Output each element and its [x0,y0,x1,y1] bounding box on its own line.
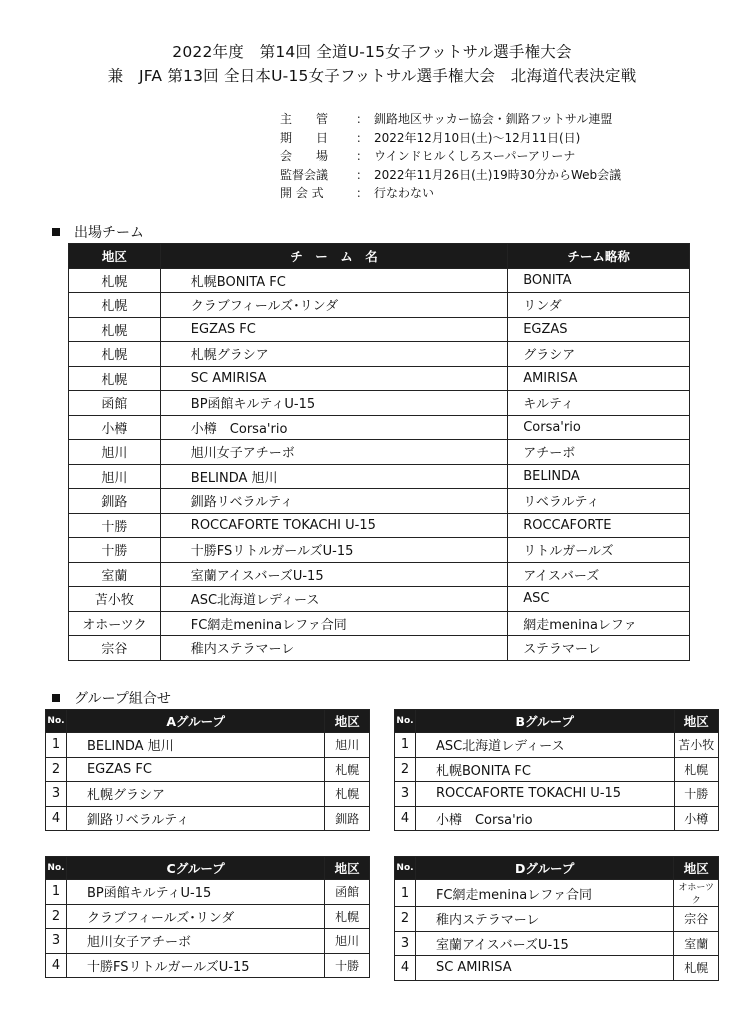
table-row [46,953,370,978]
group-c-table [45,856,370,978]
team-region: 札幌 [69,317,161,342]
header-team-name: チ ー ム 名 [160,244,507,269]
info-colon: ： [356,130,369,145]
team-name: BELINDA 旭川 [160,464,507,489]
group-team-name: 室蘭アイスバーズU-15 [415,931,673,956]
team-region: 十勝 [69,538,161,563]
group-team-name: クラブフィールズ･リンダ [66,904,324,929]
group-row-no: 4 [46,806,67,831]
table-row [69,513,690,538]
table-row [46,733,370,758]
group-team-name: 旭川女子アチーボ [66,929,324,954]
header-region: 地区 [69,244,161,269]
team-name: クラブフィールズ･リンダ [160,293,507,318]
info-colon: ： [356,112,369,126]
group-team-name: 稚内ステラマーレ [415,907,673,932]
team-abbr: BELINDA [508,464,690,489]
event-info [280,110,621,203]
group-header-no: No. [46,857,67,880]
team-name: 旭川女子アチーボ [160,440,507,465]
table-row [69,268,690,293]
info-row [280,147,621,166]
group-header-region: 地区 [674,857,719,880]
team-name: ASC北海道レディース [160,587,507,612]
group-header-name: Cグループ [66,857,324,880]
table-row [395,757,719,782]
group-row-no: 4 [46,953,67,978]
team-region: 札幌 [69,293,161,318]
group-team-name: FC網走meninaレファ合同 [415,880,673,907]
table-row [395,806,719,831]
group-team-region: 十勝 [325,953,370,978]
group-header-no: No. [395,857,416,880]
table-row [395,956,719,981]
group-team-region: 函館 [325,880,370,905]
team-abbr: リトルガールズ [508,538,690,563]
table-row [69,489,690,514]
table-row [69,366,690,391]
group-row-no: 2 [395,907,416,932]
info-row [280,110,621,129]
group-row-no: 1 [395,733,416,758]
team-region: 札幌 [69,268,161,293]
team-name: 釧路リベラルティ [160,489,507,514]
table-row [69,440,690,465]
teams-heading-text: 出場チーム [74,225,144,241]
group-row-no: 1 [46,880,67,905]
group-team-region: 室蘭 [674,931,719,956]
table-row [395,880,719,907]
table-row [69,464,690,489]
title-line-1: 2022年度 第14回 全道U-15女子フットサル選手権大会 [172,43,572,61]
group-header-no: No. [395,710,416,733]
table-row [395,782,719,807]
team-name: 室蘭アイスバーズU-15 [160,562,507,587]
team-abbr: アチーボ [508,440,690,465]
group-header-name: Bグループ [415,710,674,733]
info-colon: ： [356,149,369,164]
team-region: 釧路 [69,489,161,514]
group-team-region: 札幌 [325,782,370,807]
team-region: 十勝 [69,513,161,538]
team-region: 室蘭 [69,562,161,587]
group-header-region: 地区 [325,857,370,880]
table-row [69,317,690,342]
team-name: 札幌グラシア [160,342,507,367]
team-region: 札幌 [69,342,161,367]
group-team-name: 札幌グラシア [66,782,324,807]
info-key: 会 場 [280,149,329,164]
groups-heading-text: グループ組合せ [74,691,171,707]
team-abbr: EGZAS [508,317,690,342]
info-value: 2022年11月26日(土)19時30分からWeb会議 [374,167,622,182]
group-header-no: No. [46,710,67,733]
group-team-region: 札幌 [325,757,370,782]
team-name: 稚内ステラマーレ [160,636,507,661]
group-team-name: 十勝FSリトルガールズU-15 [66,953,324,978]
group-team-name: 札幌BONITA FC [415,757,674,782]
team-abbr: キルティ [508,391,690,416]
team-region: 苫小牧 [69,587,161,612]
group-team-region: 札幌 [325,904,370,929]
table-row [69,391,690,416]
info-row [280,129,621,148]
header-team-abbr: チーム略称 [508,244,690,269]
team-abbr: ASC [508,587,690,612]
team-name: ROCCAFORTE TOKACHI U-15 [160,513,507,538]
group-team-name: BELINDA 旭川 [66,733,324,758]
group-team-region: 十勝 [674,782,719,807]
info-value: 釧路地区サッカー協会・釧路フットサル連盟 [374,112,613,126]
team-region: 旭川 [69,440,161,465]
group-team-name: 釧路リベラルティ [66,806,324,831]
group-header-region: 地区 [325,710,370,733]
group-team-region: オホーツク [674,880,719,907]
team-name: BP函館キルティU-15 [160,391,507,416]
group-team-region: 札幌 [674,757,719,782]
team-abbr: リンダ [508,293,690,318]
info-row [280,166,621,185]
table-row [46,929,370,954]
group-d-table [394,856,719,981]
group-team-name: BP函館キルティU-15 [66,880,324,905]
square-bullet-icon [52,228,60,236]
team-name: SC AMIRISA [160,366,507,391]
team-abbr: BONITA [508,268,690,293]
group-row-no: 3 [46,929,67,954]
team-abbr: アイスバーズ [508,562,690,587]
group-row-no: 4 [395,806,416,831]
table-row [395,733,719,758]
groups-section-heading [52,688,171,708]
team-abbr: グラシア [508,342,690,367]
table-row [395,931,719,956]
info-value: 2022年12月10日(土)～12月11日(日) [374,130,581,145]
info-key: 監督会議 [280,167,329,182]
group-team-name: 小樽 Corsa'rio [415,806,674,831]
group-row-no: 3 [395,782,416,807]
group-header-name: Dグループ [415,857,673,880]
group-team-name: SC AMIRISA [415,956,673,981]
table-row [46,880,370,905]
table-row [46,806,370,831]
group-row-no: 4 [395,956,416,981]
team-abbr: 網走meninaレファ [508,611,690,636]
table-row [46,782,370,807]
info-value: ウインドヒルくしろスーパーアリーナ [374,149,576,164]
team-name: 十勝FSリトルガールズU-15 [160,538,507,563]
team-region: 札幌 [69,366,161,391]
team-region: オホーツク [69,611,161,636]
square-bullet-icon [52,694,60,702]
table-row [69,415,690,440]
table-row [69,342,690,367]
group-row-no: 1 [395,880,416,907]
info-colon: ： [356,186,369,201]
group-row-no: 2 [46,757,67,782]
team-name: 札幌BONITA FC [160,268,507,293]
table-row [69,587,690,612]
table-row [46,904,370,929]
group-a-table [45,709,370,831]
group-row-no: 1 [46,733,67,758]
table-row [395,907,719,932]
team-region: 宗谷 [69,636,161,661]
team-region: 函館 [69,391,161,416]
info-row [280,184,621,203]
table-row [69,636,690,661]
group-team-region: 苫小牧 [674,733,719,758]
team-name: 小樽 Corsa'rio [160,415,507,440]
group-team-name: EGZAS FC [66,757,324,782]
group-header-region: 地区 [674,710,719,733]
table-row [46,757,370,782]
group-team-region: 小樽 [674,806,719,831]
team-abbr: Corsa'rio [508,415,690,440]
team-name: EGZAS FC [160,317,507,342]
group-team-region: 釧路 [325,806,370,831]
teams-section-heading [52,222,144,242]
group-row-no: 3 [46,782,67,807]
team-name: FC網走meninaレファ合同 [160,611,507,636]
info-key: 期 日 [280,130,329,145]
info-key: 開 会 式 [280,186,324,201]
group-header-name: Aグループ [66,710,324,733]
info-colon: ： [356,167,369,182]
group-team-name: ROCCAFORTE TOKACHI U-15 [415,782,674,807]
info-key: 主 管 [280,112,329,126]
table-row [69,538,690,563]
group-team-region: 札幌 [674,956,719,981]
title-line-2: 兼 JFA 第13回 全日本U-15女子フットサル選手権大会 北海道代表決定戦 [107,67,637,85]
group-b-table [394,709,719,831]
group-team-region: 旭川 [325,929,370,954]
group-row-no: 3 [395,931,416,956]
team-abbr: ROCCAFORTE [508,513,690,538]
group-row-no: 2 [46,904,67,929]
teams-table [68,243,690,661]
team-abbr: リベラルティ [508,489,690,514]
group-row-no: 2 [395,757,416,782]
group-team-region: 宗谷 [674,907,719,932]
table-row [69,293,690,318]
group-team-name: ASC北海道レディース [415,733,674,758]
team-abbr: AMIRISA [508,366,690,391]
info-value: 行なわない [374,186,435,201]
team-region: 小樽 [69,415,161,440]
team-region: 旭川 [69,464,161,489]
table-row [69,562,690,587]
team-abbr: ステラマーレ [508,636,690,661]
table-row [69,611,690,636]
group-team-region: 旭川 [325,733,370,758]
